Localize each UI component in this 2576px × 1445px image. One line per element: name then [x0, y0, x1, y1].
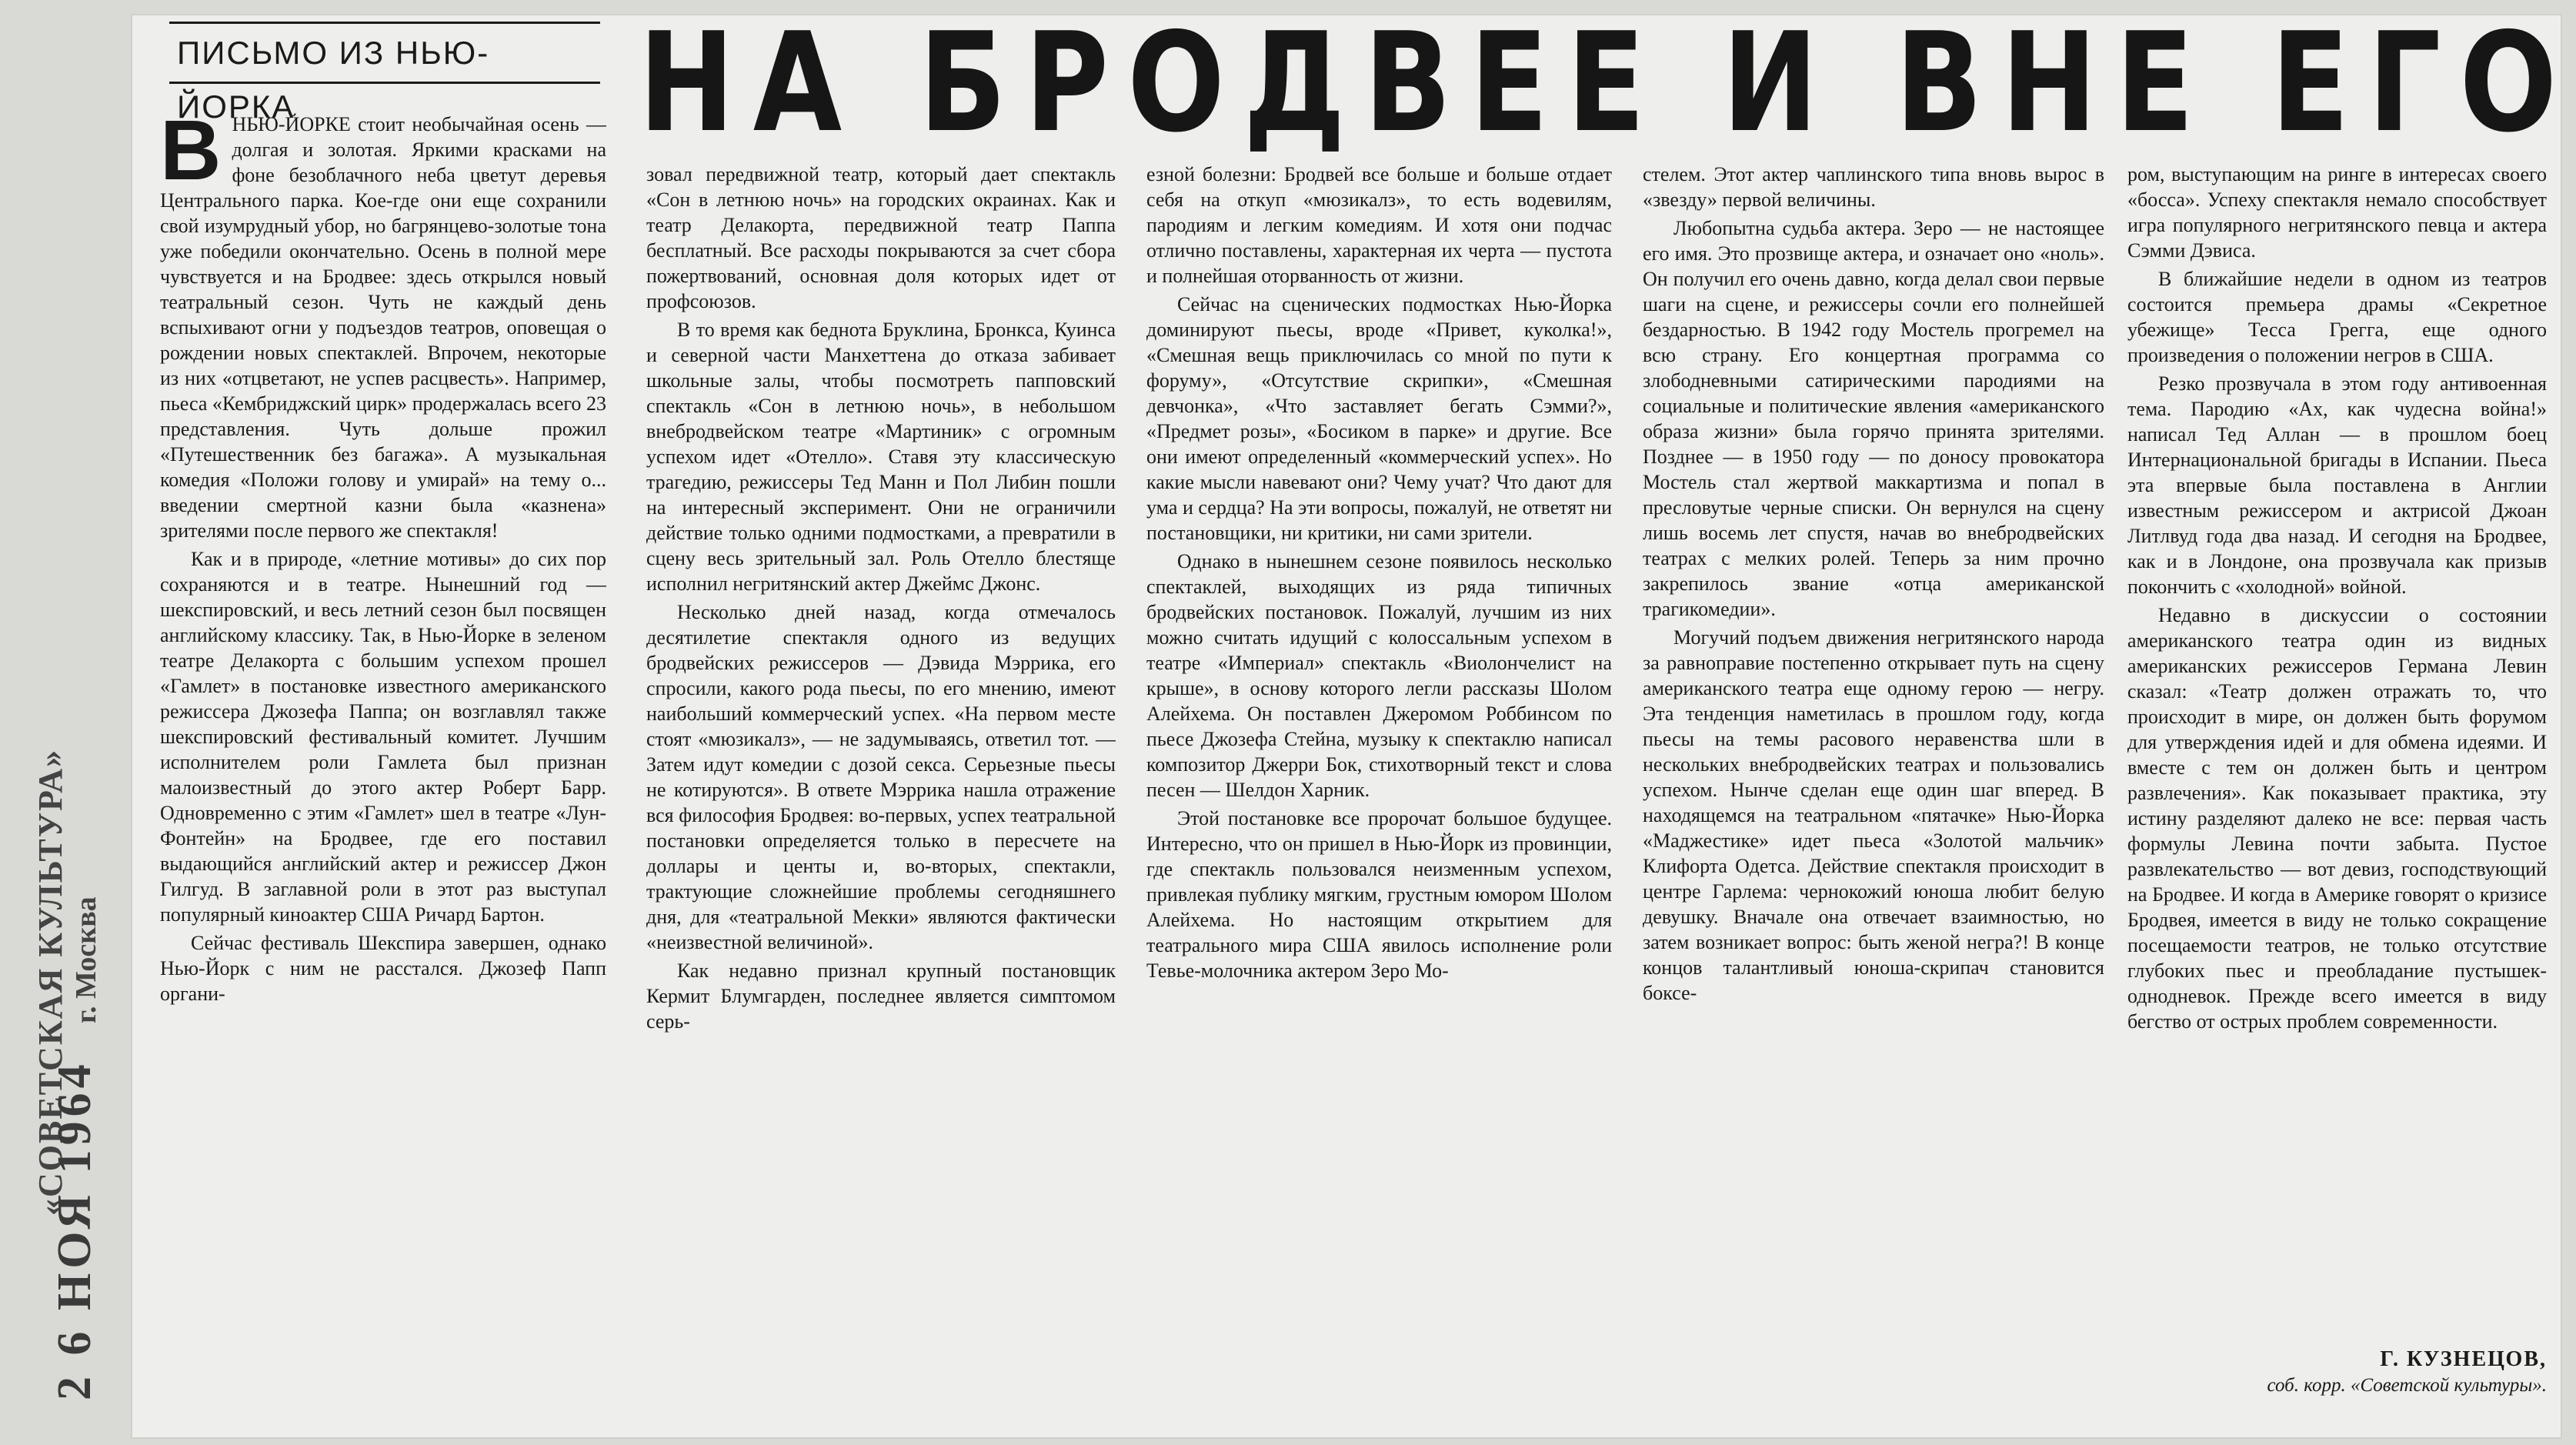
author-name: Г. КУЗНЕЦОВ, — [2380, 1347, 2547, 1371]
section-rule-bottom — [169, 82, 600, 84]
article-column-2 — [646, 162, 1116, 1427]
paragraph: Резко прозвучала в этом году антивоенная тема. Пародию «Ах, как чудесна война!» написал Тед Аллан — в прошлом боец Интернациональной бригады в Испании. Пьеса эта впервые была поставлена в Англии известным режиссером и актрисой Джоан Литлвуд года два назад. И сегодня на Бродвее, как и в Лондоне, она прозвучала как призыв покончить с «холодной» войной. — [2127, 372, 2547, 598]
drop-cap: В — [160, 112, 222, 198]
article-column-3 — [1146, 162, 1612, 1427]
author-signature — [2127, 1347, 2547, 1431]
section-rule-top — [169, 22, 600, 24]
paragraph: Сейчас на сценических подмостках Нью-Йорка доминируют пьесы, вроде «Привет, куколка!», «Смешная вещь приключилась со мной по пути к форуму», «Отсутствие скрипки», «Смешная девчонка», «Что заставляет бегать Сэмми?», «Предмет розы», «Босиком в парке» и другие. Все они имеют определенный «коммерческий успех». Но какие мысли навевают они? Чему учат? Что дают для ума и сердца? На эти вопросы, пожалуй, не ответят ни постановщики, ни критики, ни сами зрители. — [1146, 293, 1612, 544]
stamp-date: 2 6 НОЯ 1964 — [48, 1060, 101, 1400]
paragraph: Недавно в дискуссии о состоянии американского театра один из видных американских режиссеров Германа Левин сказал: «Театр должен отражать то, что происходит в мире, он должен быть форумом для утверждения идей и для обмена идеями. И вместе с тем он должен быть и центром развлечения». Как показывает практика, эту истину разделяют далеко не все: первая часть формулы Левина почти забыта. Пустое развлекательство — вот девиз, господствующий на Бродвее. И когда в Америке говорят о кризисе Бродвея, имеется в виду не только сокращение посещаемости театров, не только отсутствие глубоких пьес и преобладание пустышек-однодневок. Прежде всего имеется в виду бегство от острых проблем современности. — [2127, 604, 2547, 1033]
article-column-5 — [2127, 162, 2547, 1331]
archive-stamp — [14, 354, 122, 1400]
article-column-4 — [1643, 162, 2104, 1427]
paragraph: Однако в нынешнем сезоне появилось несколько спектаклей, выходящих из ряда типичных бродвейских постановок. Пожалуй, лучшим из них можно считать идущий с колоссальным успехом в театре «Империал» спектакль «Виолончелист на крыше», в основу которого легли рассказы Шолом Алейхема. Он поставлен Джеромом Роббинсом по пьесе Джозефа Стейна, музыку к спектаклю написал композитор Джерри Бок, стихотворный текст и слова песен — Шелдон Харник. — [1146, 550, 1612, 801]
section-label: ПИСЬМО ИЗ НЬЮ-ЙОРКА — [177, 35, 490, 125]
paragraph: Как недавно признал крупный постановщик Кермит Блумгарден, последнее является симптомом серь- — [646, 959, 1116, 1033]
stamp-city: г. Москва — [70, 896, 102, 1023]
paragraph: езной болезни: Бродвей все больше и больше отдает себя на откуп «мюзикалз», то есть водевилям, пародиям и легким комедиям. И хотя они подчас отлично поставлены, характерная их черта — пустота и полнейшая оторванность от жизни. — [1146, 163, 1612, 287]
stamp-newspaper-name: «СОВЕТСКАЯ КУЛЬТУРА» — [32, 748, 69, 1216]
paragraph: Как и в природе, «летние мотивы» до сих пор сохраняются и в театре. Нынешний год — шекспировский, и весь летний сезон был посвящен английскому классику. Так, в Нью-Йорке в зеленом театре Делакорта с большим успехом прошел «Гамлет» в постановке известного американского режиссера Джозефа Паппа; он возглавлял также шекспировский фестивальный комитет. Лучшим исполнителем роли Гамлета был признан малоизвестный до этого актер Роберт Барр. Одновременно с этим «Гамлет» шел в театре «Лун-Фонтейн» на Бродвее, где его поставил выдающийся английский актер и режиссер Джон Гилгуд. В заглавной роли в этот раз выступал популярный киноактер США Ричард Бартон. — [160, 548, 606, 926]
paragraph: Могучий подъем движения негритянского народа за равноправие постепенно открывает путь на сцену американского театра еще одному герою — негру. Эта тенденция наметилась в прошлом году, когда пьесы на темы расового неравенства шли в нескольких внебродвейских театрах и пользовались успехом. Нынче сделан еще один шаг вперед. В находящемся на театральном «пятачке» Нью-Йорка «Маджестике» идет пьеса «Золотой мальчик» Клифорта Одетса. Действие спектакля происходит в центре Гарлема: чернокожий юноша любит белую девушку. Вначале она отвечает взаимностью, но затем возникает вопрос: быть женой негра?! В конце концов талантливый юноша-скрипач становится боксе- — [1643, 626, 2104, 1004]
article-column-1 — [160, 112, 606, 1427]
paragraph: Сейчас фестиваль Шекспира завершен, однако Нью-Йорк с ним не расстался. Джозеф Папп органи- — [160, 932, 606, 1005]
paragraph: стелем. Этот актер чаплинского типа вновь вырос в «звезду» первой величины. — [1643, 163, 2104, 211]
paragraph: зовал передвижной театр, который дает спектакль «Сон в летнюю ночь» на городских окраинах. Как и театр Делакорта, передвижной театр Паппа бесплатный. Все расходы покрываются за счет сбора пожертвований, основная доля которых идет от профсоюзов. — [646, 163, 1116, 312]
paragraph: Этой постановке все пророчат большое будущее. Интересно, что он пришел в Нью-Йорк из провинции, где спектакль пользовался неизменным успехом, привлекая публику мягким, грустным юмором Шолом Алейхема. Но настоящим открытием для театрального мира США явилось исполнение роли Тевье-молочника актером Зеро Мо- — [1146, 807, 1612, 982]
author-position: соб. корр. «Советской культуры». — [2267, 1375, 2547, 1396]
paragraph: Любопытна судьба актера. Зеро — не настоящее его имя. Это прозвище актера, и означает оно «ноль». Он получил его очень давно, когда делал свои первые шаги на сцене, и режиссеры сочли его полнейшей бездарностью. В 1942 году Мостель прогремел на всю страну. Его концертная программа со злободневными сатирическими пародиями на социальные и политические явления «американского образа жизни» была горячо принята зрителями. Позднее — в 1950 году — по доносу провокатора Мостель стал жертвой маккартизма и попал в пресловутые черные списки. Он вернулся на сцену лишь восемь лет спустя, начав во внебродвейских театрах с мелких ролей. Теперь за ним прочно закрепилось звание «отца американской трагикомедии». — [1643, 217, 2104, 620]
paragraph: ром, выступающим на ринге в интересах своего «босса». Успеху спектакля немало способствует игра популярного негритянского певца и актера Сэмми Дэвиса. — [2127, 163, 2547, 262]
paragraph: Несколько дней назад, когда отмечалось десятилетие спектакля одного из ведущих бродвейских режиссеров — Дэвида Мэррика, его спросили, какого рода пьесы, по его мнению, имеют наибольший коммерческий успех. «На первом месте стоят «мюзикалз», — не задумываясь, ответил тот. — Затем идут комедии с дозой секса. Серьезные пьесы не котируются». В ответе Мэррика нашла отражение вся философия Бродвея: во-первых, успех театральной постановки определяется только в пересчете на доллары и центы и, во-вторых, спектакли, трактующие сложнейшие проблемы сегодняшнего дня, для «театральной Мекки» являются фактически «неизвестной величиной». — [646, 601, 1116, 953]
article-headline: НА БРОДВЕЕ И ВНЕ ЕГО — [639, 3, 2576, 162]
paragraph: В то время как беднота Бруклина, Бронкса, Куинса и северной части Манхеттена до отказа забивает школьные залы, чтобы посмотреть папповский спектакль «Сон в летнюю ночь», в небольшом внебродвейском театре «Мартиник» с огромным успехом идет «Отелло». Ставя эту классическую трагедию, режиссеры Тед Манн и Пол Либин пошли на интересный эксперимент. Они не ограничили действие только одними подмостками, а превратили в сцену весь зрительный зал. Роль Отелло блестяще исполнил негритянский актер Джеймс Джонс. — [646, 319, 1116, 595]
paragraph: В ближайшие недели в одном из театров состоится премьера драмы «Секретное убежище» Тесса Грегга, еще одного произведения о положении негров в США. — [2127, 268, 2547, 366]
paragraph: ВНЬЮ-ЙОРКЕ стоит необычайная осень — долгая и золотая. Яркими красками на фоне безоблачного неба цветут деревья Центрального парка. Кое-где они еще сохранили свой изумрудный убор, но багрянцево-золотые тона уже победили окончательно. Осень в полной мере чувствуется и на Бродвее: здесь открылся новый театральный сезон. Чуть не каждый день вспыхивают огни у подъездов театров, оповещая о рождении новых спектаклей. Впрочем, некоторые из них «отцветают, не успев расцвесть». Например, пьеса «Кембриджский цирк» продержалась всего 23 представления. Чуть дольше прожил «Путешественник без багажа». А музыкальная комедия «Положи голову и умирай» на тему о... введении смертной казни была «казнена» зрителями после первого же спектакля! — [160, 112, 606, 542]
